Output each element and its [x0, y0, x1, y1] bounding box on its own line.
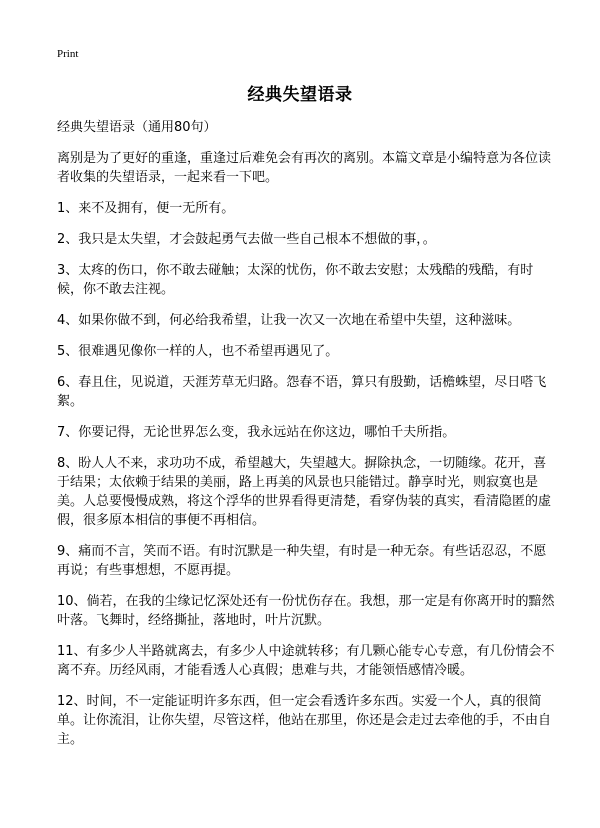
quote-item-7: 7、你要记得，无论世界怎么变，我永远站在你这边，哪怕千夫所指。	[57, 425, 456, 440]
document-subtitle: 经典失望语录（通用80句）	[57, 120, 217, 135]
quote-item-12: 12、时间，不一定能证明许多东西，但一定会看透许多东西。实爱一个人，真的很简单。让你流泪，让你失望，尽管这样，他站在那里，你还是会走过去牵他的手，不由自主。	[57, 694, 552, 747]
quote-item-5: 5、很难遇见像你一样的人，也不希望再遇见了。	[57, 344, 339, 359]
quote-item-2: 2、我只是太失望，才会鼓起勇气去做一些自己根本不想做的事，。	[57, 232, 436, 247]
quote-item-8: 8、盼人人不来，求功功不成，希望越大，失望越大。摒除执念，一切随缘。花开，喜于结果；太依赖于结果的美丽，路上再美的风景也只能错过。静享时光，则寂寞也是美。人总要慢慢成熟，将这个浮华的世界看得更清楚，看穿伪装的真实，看清隐匿的虚假，很多原本相信的事便不再相信。	[57, 456, 552, 528]
document-title: 经典失望语录	[247, 85, 353, 105]
quote-item-1: 1、来不及拥有，便一无所有。	[57, 201, 235, 216]
print-link[interactable]: Print	[57, 48, 79, 60]
quote-item-4: 4、如果你做不到，何必给我希望，让我一次又一次地在希望中失望，这种滋味。	[57, 313, 521, 328]
quote-item-3: 3、太疼的伤口，你不敢去碰触；太深的忧伤，你不敢去安慰；太残酷的残酷，有时候，你不敢去注视。	[57, 263, 534, 297]
quote-item-11: 11、有多少人半路就离去，有多少人中途就转移；有几颗心能专心专意，有几份情会不离不弃。历经风雨，才能看透人心真假；患难与共，才能领悟感情冷暖。	[57, 644, 555, 678]
quote-item-6: 6、春且住，见说道，天涯芳草无归路。怨春不语，算只有殷勤，话檐蛛望，尽日嗒飞絮。	[57, 375, 547, 409]
quote-item-10: 10、倘若，在我的尘缘记忆深处还有一份忧伤存在。我想，那一定是有你离开时的黯然叶落。飞舞时，经络撕扯，落地时，叶片沉默。	[57, 594, 555, 628]
quote-item-9: 9、痛而不言，笑而不语。有时沉默是一种失望，有时是一种无奈。有些话忍忍，不愿再说；有些事想想，不愿再提。	[57, 544, 547, 578]
document-body	[57, 118, 557, 761]
intro-paragraph: 离别是为了更好的重逢，重逢过后难免会有再次的离别。本篇文章是小编特意为各位读者收集的失望语录，一起来看一下吧。	[57, 151, 552, 185]
